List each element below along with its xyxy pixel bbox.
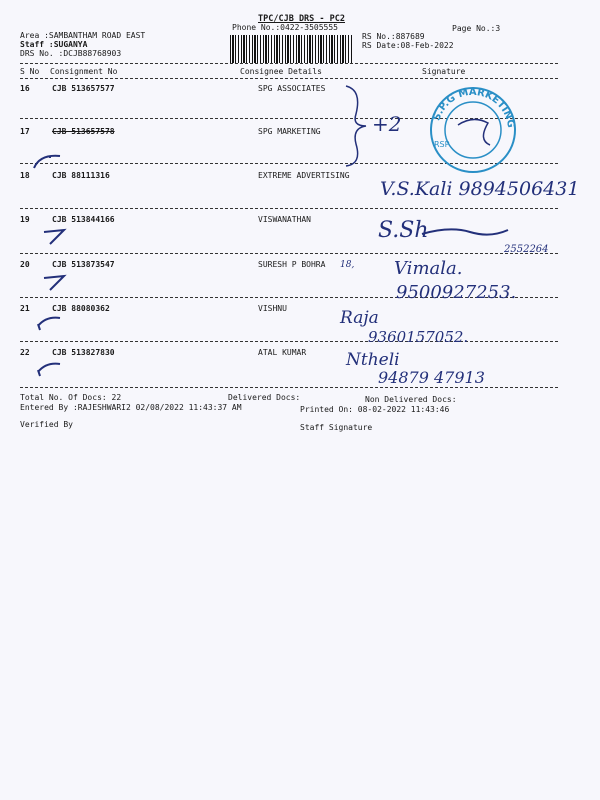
non-delivered-docs: Non Delivered Docs:: [365, 395, 457, 404]
staff: Staff :SUGANYA: [20, 40, 88, 49]
divider: [20, 78, 558, 79]
handwritten-number: 9360157052.: [368, 328, 469, 346]
row-consignment: CJB 88111316: [52, 171, 110, 180]
col-signature: Signature: [422, 67, 466, 76]
row-consignee: VISWANATHAN: [258, 215, 311, 224]
rs-number: RS No.:887689: [362, 32, 425, 41]
tick-mark: [34, 314, 64, 332]
row-consignee: SURESH P BOHRA: [258, 260, 326, 269]
handwritten-name: Ntheli: [346, 350, 400, 370]
handwritten-note: 18,: [340, 260, 355, 270]
drs-number: DRS No. :DCJB88768903: [20, 49, 122, 58]
row-sno: 20: [20, 260, 30, 269]
row-consignee: SPG ASSOCIATES: [258, 84, 326, 93]
signature-stroke: [420, 224, 510, 238]
handwritten-name: Raja: [340, 308, 379, 328]
rs-date: RS Date:08-Feb-2022: [362, 41, 454, 50]
delivered-docs: Delivered Docs:: [228, 393, 301, 402]
tick-mark: [34, 360, 64, 378]
svg-text:S.P.G MARKETING: [431, 87, 516, 129]
tick-mark: [40, 228, 68, 246]
row-sno: 16: [20, 84, 30, 93]
row-consignee: ATAL KUMAR: [258, 348, 307, 357]
handwritten-count: +2: [372, 112, 402, 136]
row-sno: 19: [20, 215, 30, 224]
page-number: Page No.:3: [452, 24, 501, 33]
stamp-text: S.P.G MARKETING: [431, 86, 517, 129]
row-consignment: CJB 513873547: [52, 260, 115, 269]
verified-by: Verified By: [20, 420, 73, 429]
tick-mark: [30, 150, 64, 172]
handwritten-signature: Vimala.: [394, 258, 463, 279]
row-consignee: EXTREME ADVERTISING: [258, 171, 350, 180]
col-consignment: Consignment No: [50, 67, 118, 76]
divider: [20, 253, 558, 254]
handwritten-mobile: 9500927253.: [396, 282, 517, 303]
staff-signature-label: Staff Signature: [300, 423, 373, 432]
area: Area :SAMBANTHAM ROAD EAST: [20, 31, 146, 40]
row-consignment: CJB 513827830: [52, 348, 115, 357]
handwritten-number: 2552264: [504, 244, 549, 255]
row-sno: 17: [20, 127, 30, 136]
barcode: [230, 35, 352, 63]
divider: [20, 63, 558, 64]
row-consignee: SPG MARKETING: [258, 127, 321, 136]
divider: [20, 208, 558, 209]
row-consignment: CJB 513657577: [52, 84, 115, 93]
phone-number: Phone No.:0422-3505555: [232, 23, 338, 32]
row-consignment: CJB 513844166: [52, 215, 115, 224]
printed-on: Printed On: 08-02-2022 11:43:46: [300, 405, 450, 414]
stamp-sub: RSP: [434, 140, 450, 149]
row-consignment: CJB 88080362: [52, 304, 110, 313]
handwritten-signature: V.S.Kali 9894506431: [380, 178, 580, 200]
sheet-title: TPC/CJB DRS - PC2: [258, 14, 345, 24]
row-sno: 21: [20, 304, 30, 313]
row-sno: 18: [20, 171, 30, 180]
divider: [20, 387, 558, 388]
handwritten-number: 94879 47913: [378, 368, 485, 387]
brace-mark: [340, 84, 374, 168]
company-stamp: [428, 85, 518, 175]
tick-mark: [40, 274, 68, 292]
col-consignee: Consignee Details: [240, 67, 322, 76]
entered-by: Entered By :RAJESHWARI2 02/08/2022 11:43:37 AM: [20, 403, 242, 412]
divider: [20, 341, 558, 342]
row-consignment: CJB 513657578: [52, 127, 115, 136]
handwritten-signature: S.Sh: [378, 218, 429, 243]
col-sno: S No: [20, 67, 40, 76]
total-docs: Total No. Of Docs: 22: [20, 393, 122, 402]
row-consignee: VISHNU: [258, 304, 287, 313]
row-sno: 22: [20, 348, 30, 357]
